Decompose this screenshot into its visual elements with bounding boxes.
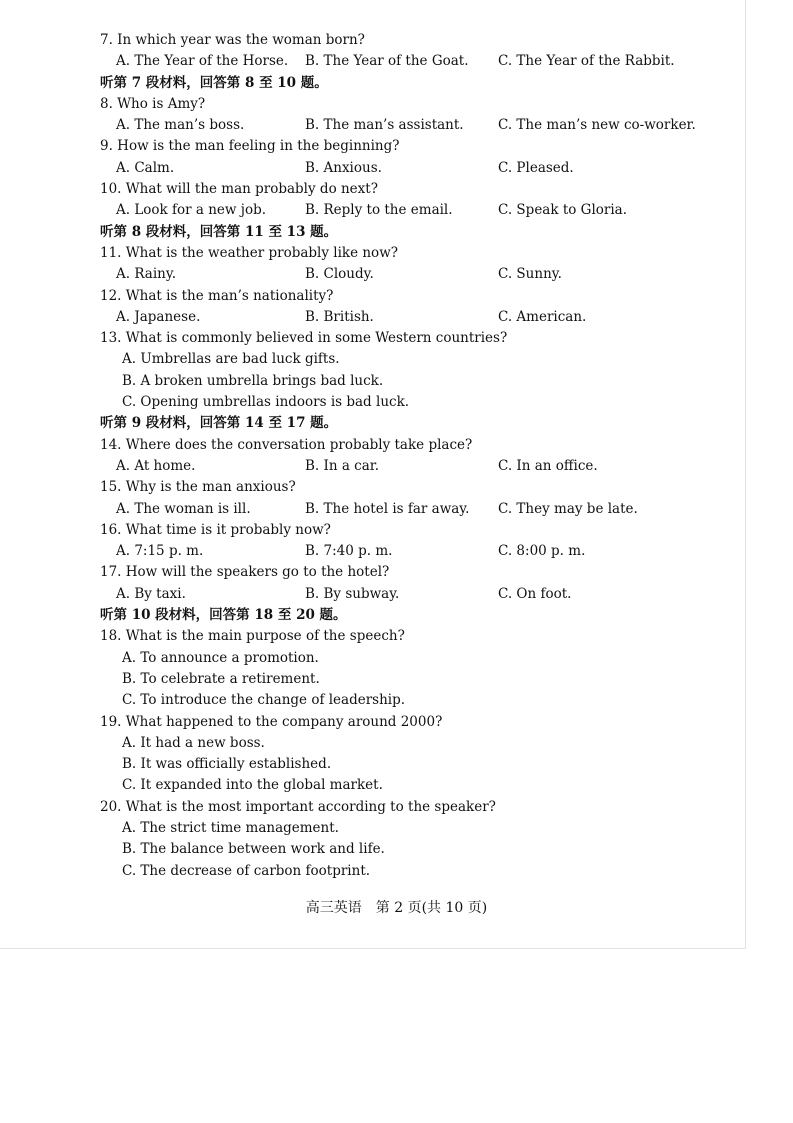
option-a: A. It had a new boss.: [122, 734, 265, 751]
question-stem: 16. What time is it probably now?: [100, 521, 331, 538]
option-b: B. In a car.: [305, 457, 380, 474]
page-footer: 高三英语 第 2 页(共 10 页): [305, 900, 488, 916]
option-a: A. Japanese.: [116, 308, 201, 325]
option-b: B. Cloudy.: [305, 266, 374, 283]
section-instruction: 听第 8 段材料，回答第 11 至 13 题。: [100, 223, 338, 240]
question-stem: 15. Why is the man anxious?: [100, 479, 296, 496]
listening-questions: [100, 30, 720, 882]
option-b: B. The man’s assistant.: [305, 117, 464, 134]
question-stem: 8. Who is Amy?: [100, 95, 206, 112]
option-b: B. It was officially established.: [122, 756, 332, 773]
option-b: B. The Year of the Goat.: [305, 53, 469, 70]
option-a: A. Rainy.: [116, 266, 176, 283]
option-c: C. Pleased.: [498, 159, 574, 176]
option-row: [100, 307, 720, 328]
option-a: A. 7:15 p. m.: [116, 543, 204, 560]
question-stem: 7. In which year was the woman born?: [100, 32, 365, 48]
option-row: [100, 200, 720, 221]
option-row: [100, 541, 720, 562]
option-b: B. British.: [305, 308, 374, 325]
option-c: C. The decrease of carbon footprint.: [122, 862, 371, 879]
option-row: [100, 584, 720, 605]
option-b: B. Anxious.: [305, 159, 382, 176]
option-b: B. 7:40 p. m.: [305, 543, 393, 560]
option-a: A. Umbrellas are bad luck gifts.: [122, 351, 340, 368]
option-a: A. Calm.: [116, 159, 175, 176]
option-a: A. The strict time management.: [122, 819, 339, 836]
option-row: [100, 115, 720, 136]
option-c: C. Opening umbrellas indoors is bad luck.: [122, 394, 410, 411]
option-b: B. A broken umbrella brings bad luck.: [122, 372, 384, 389]
option-c: C. Sunny.: [498, 266, 562, 283]
option-a: A. Look for a new job.: [116, 202, 267, 219]
question-stem: 18. What is the main purpose of the speech?: [100, 628, 405, 645]
question-stem: 9. How is the man feeling in the beginning?: [100, 138, 400, 155]
option-c: C. The man’s new co-worker.: [498, 117, 696, 134]
option-c: C. To introduce the change of leadership.: [122, 692, 406, 709]
option-c: C. The Year of the Rabbit.: [498, 53, 675, 70]
question-stem: 11. What is the weather probably like now?: [100, 244, 398, 261]
option-a: A. At home.: [116, 457, 196, 474]
option-a: A. To announce a promotion.: [122, 649, 319, 666]
question-stem: 17. How will the speakers go to the hotel?: [100, 564, 390, 581]
option-c: C. Speak to Gloria.: [498, 202, 628, 219]
question-stem: 10. What will the man probably do next?: [100, 181, 378, 198]
option-a: A. The woman is ill.: [116, 500, 251, 517]
question-stem: 14. Where does the conversation probably take place?: [100, 436, 473, 453]
option-row: [100, 456, 720, 477]
option-row: [100, 264, 720, 285]
option-a: A. The Year of the Horse.: [116, 53, 289, 70]
option-c: C. American.: [498, 308, 587, 325]
section-instruction: 听第 10 段材料，回答第 18 至 20 题。: [100, 607, 347, 624]
question-stem: 12. What is the man’s nationality?: [100, 287, 334, 304]
option-c: C. They may be late.: [498, 500, 638, 517]
option-c: C. In an office.: [498, 457, 598, 474]
option-b: B. The hotel is far away.: [305, 500, 470, 517]
option-a: A. By taxi.: [116, 585, 186, 602]
section-instruction: 听第 9 段材料，回答第 14 至 17 题。: [100, 415, 338, 432]
question-stem: 19. What happened to the company around 2000?: [100, 713, 443, 730]
option-b: B. The balance between work and life.: [122, 841, 385, 858]
section-instruction: 听第 7 段材料，回答第 8 至 10 题。: [100, 74, 328, 91]
option-c: C. 8:00 p. m.: [498, 543, 586, 560]
option-c: C. On foot.: [498, 585, 572, 602]
option-b: B. Reply to the email.: [305, 202, 453, 219]
option-b: B. To celebrate a retirement.: [122, 670, 320, 687]
question-stem: 20. What is the most important according to the speaker?: [100, 798, 496, 815]
option-c: C. It expanded into the global market.: [122, 777, 383, 794]
option-row: [100, 51, 720, 72]
option-a: A. The man’s boss.: [116, 117, 245, 134]
option-b: B. By subway.: [305, 585, 400, 602]
question-stem: 13. What is commonly believed in some Western countries?: [100, 330, 508, 347]
option-row: [100, 158, 720, 179]
option-row: [100, 499, 720, 520]
